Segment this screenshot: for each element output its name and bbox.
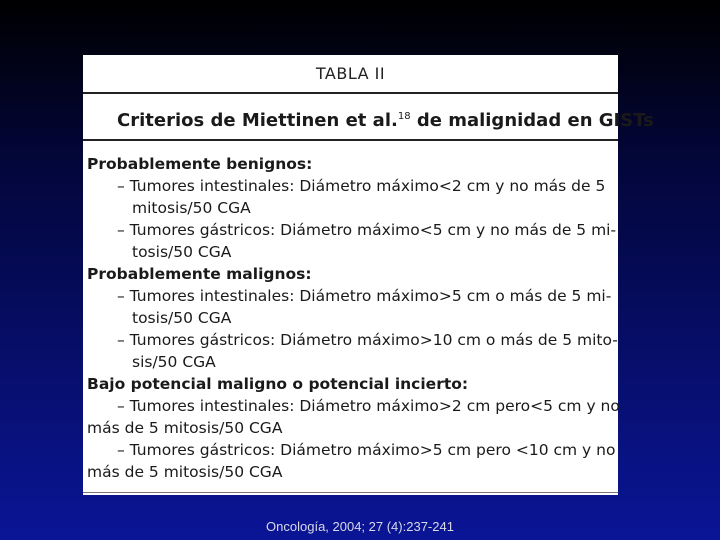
criteria-line: sis/50 CGA [132,353,216,371]
criteria-line: – Tumores gástricos: Diámetro máximo>5 cm pero <10 cm y no [117,441,616,459]
criteria-line: tosis/50 CGA [132,243,232,261]
criteria-line: tosis/50 CGA [132,309,232,327]
bottom-rule [83,492,618,493]
criteria-line: más de 5 mitosis/50 CGA [87,463,283,481]
criteria-line: – Tumores intestinales: Diámetro máximo>5 cm o más de 5 mi- [117,287,612,305]
criteria-line: mitosis/50 CGA [132,199,251,217]
table-title-main: Criterios de Miettinen et al. [117,110,398,131]
section-heading-malignant: Probablemente malignos: [87,265,312,283]
criteria-line: – Tumores intestinales: Diámetro máximo<2 cm y no más de 5 [117,177,606,195]
table-label: TABLA II [315,64,386,83]
citation-text: Oncología, 2004; 27 (4):237-241 [266,519,454,534]
top-rule [83,92,618,94]
title-rule [83,139,618,141]
criteria-line: más de 5 mitosis/50 CGA [87,419,283,437]
table-title-rest: de malignidad en GISTs [410,110,654,131]
section-heading-uncertain: Bajo potencial maligno o potencial incierto: [87,375,469,393]
table-image [83,55,654,495]
criteria-line: – Tumores gástricos: Diámetro máximo<5 cm y no más de 5 mi- [117,221,617,239]
table-title-ref: 18 [397,111,411,122]
criteria-line: – Tumores intestinales: Diámetro máximo>2 cm pero<5 cm y no [117,397,620,415]
section-heading-benign: Probablemente benignos: [87,155,313,173]
criteria-line: – Tumores gástricos: Diámetro máximo>10 cm o más de 5 mito- [117,331,618,349]
criteria-list [87,153,618,483]
table-title [117,110,654,131]
